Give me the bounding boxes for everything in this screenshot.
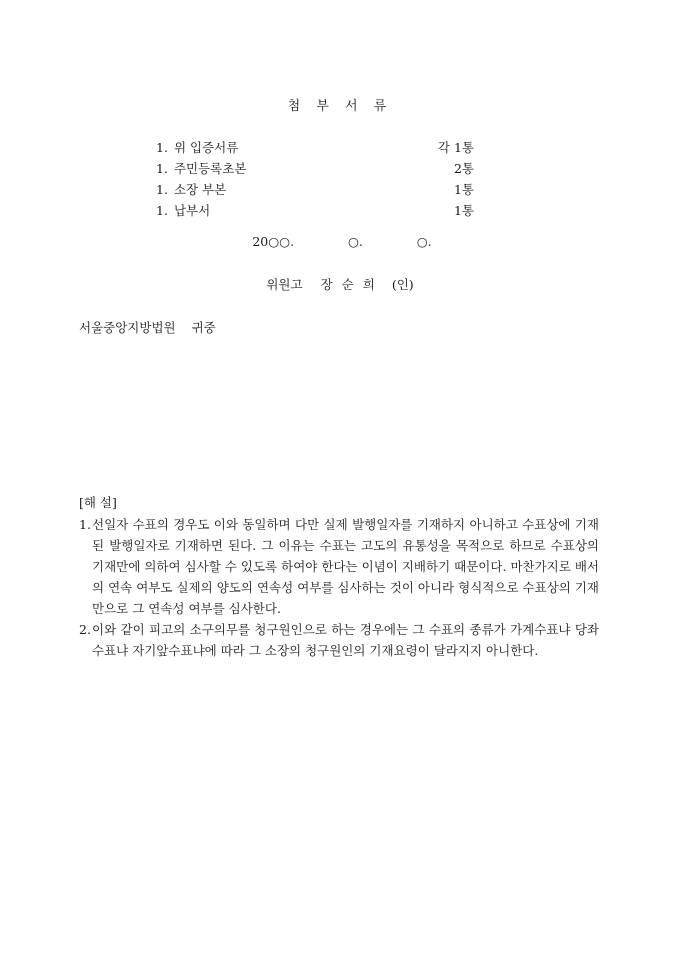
document-date: 20○○. ○. ○. (252, 234, 432, 249)
attachment-number: 1. (156, 140, 168, 155)
attachment-name: 위 입증서류 (173, 140, 239, 155)
attachment-number: 1. (156, 182, 168, 197)
attachment-item (156, 200, 474, 221)
court-name: 서울중앙지방법원 (79, 320, 176, 335)
note-number: 2. (79, 622, 91, 637)
signer-role: 위원고 (266, 277, 303, 292)
attachment-quantity: 2통 (453, 161, 474, 176)
attachment-number: 1. (156, 203, 168, 218)
seal-mark: (인) (391, 277, 414, 292)
commentary-note (79, 619, 599, 661)
attachment-item (156, 137, 474, 158)
attachment-name: 납부서 (173, 203, 211, 218)
court-suffix: 귀중 (191, 320, 216, 335)
attachment-name: 주민등록초본 (173, 161, 247, 176)
commentary-note (79, 514, 599, 619)
commentary-section (79, 492, 599, 661)
attachment-item (156, 179, 474, 200)
attachment-quantity: 각 1통 (437, 140, 474, 155)
signer-name: 장순희 (320, 277, 384, 292)
note-number: 1. (79, 517, 91, 532)
attachments-title: 첨 부 서 류 (287, 99, 393, 114)
attachment-name: 소장 부본 (173, 182, 227, 197)
commentary-heading: [해 설] (79, 495, 117, 510)
note-text: 선일자 수표의 경우도 이와 동일하며 다만 실제 발행일자를 기재하지 아니하고 수표상에 기재된 발행일자로 기재하면 된다. 그 이유는 수표는 고도의 유통성을 목적으로 하므로 수표상의 기재만에 의하여 심사할 수 있도록 하여야 한다는 이념이 지배하기 때문이다. 마찬가지로 배서의 연속 여부도 실제의 양도의 연속성 여부를 심사하는 것이 아니라 형식적으로 수표상의 기재만으로 그 연속성 여부를 심사한다. (92, 517, 599, 616)
attachment-item (156, 158, 474, 179)
attachment-number: 1. (156, 161, 168, 176)
attachments-list (156, 137, 474, 221)
attachment-quantity: 1통 (453, 203, 474, 218)
note-text: 이와 같이 피고의 소구의무를 청구원인으로 하는 경우에는 그 수표의 종류가 가계수표냐 당좌수표냐 자기앞수표냐에 따라 그 소장의 청구원인의 기재요령이 달라지지 아니한다. (92, 622, 599, 658)
court-addressee (79, 318, 216, 336)
attachment-quantity: 1통 (453, 182, 474, 197)
signature-line (0, 275, 680, 293)
